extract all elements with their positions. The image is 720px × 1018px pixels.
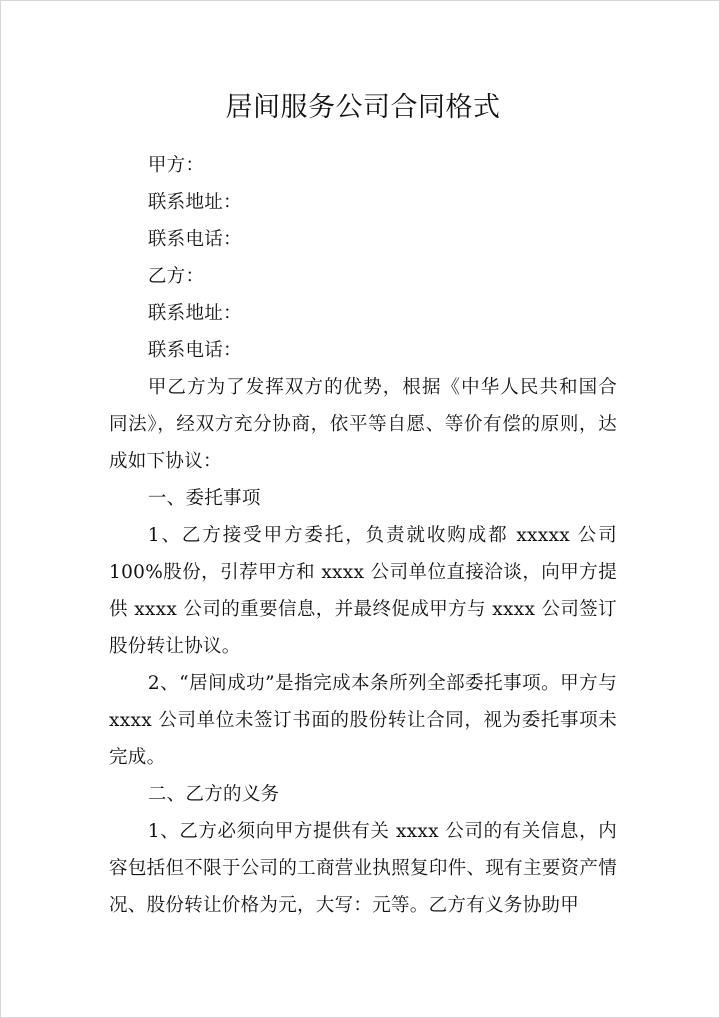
document-text bbox=[109, 147, 617, 924]
preamble-paragraph: 甲乙方为了发挥双方的优势，根据《中华人民共和国合同法》，经双方充分协商，依平等自愿、等价有偿的原则，达成如下协议： bbox=[109, 377, 617, 472]
document-title: 居间服务公司合同格式 bbox=[225, 92, 501, 123]
section-heading-entrustment: 一、委托事项 bbox=[147, 488, 261, 509]
party-a-address-label: 联系地址： bbox=[147, 192, 242, 213]
clause-1-2: 2、“居间成功”是指完成本条所列全部委托事项。甲方与 xxxx 公司单位未签订书面的股份转让合同，视为委托事项未完成。 bbox=[109, 673, 617, 768]
party-b-label: 乙方： bbox=[147, 266, 205, 287]
party-b-address-label: 联系地址： bbox=[147, 303, 242, 324]
party-a-phone-label: 联系电话： bbox=[147, 229, 242, 250]
party-a-label: 甲方： bbox=[147, 155, 205, 176]
clause-2-1: 1、乙方必须向甲方提供有关 xxxx 公司的有关信息，内容包括但不限于公司的工商营业执照复印件、现有主要资产情况、股份转让价格为元，大写：元等。乙方有义务协助甲 bbox=[109, 821, 617, 916]
document-body bbox=[109, 85, 617, 924]
section-heading-party-b-obligations: 二、乙方的义务 bbox=[147, 784, 280, 805]
party-b-phone-label: 联系电话： bbox=[147, 340, 242, 361]
clause-1-1: 1、乙方接受甲方委托，负责就收购成都 xxxxx 公司 100%股份，引荐甲方和 xxxx 公司单位直接洽谈，向甲方提供 xxxx 公司的重要信息，并最终促成甲方与 xxxx 公司签订股份转让协议。 bbox=[109, 525, 617, 657]
